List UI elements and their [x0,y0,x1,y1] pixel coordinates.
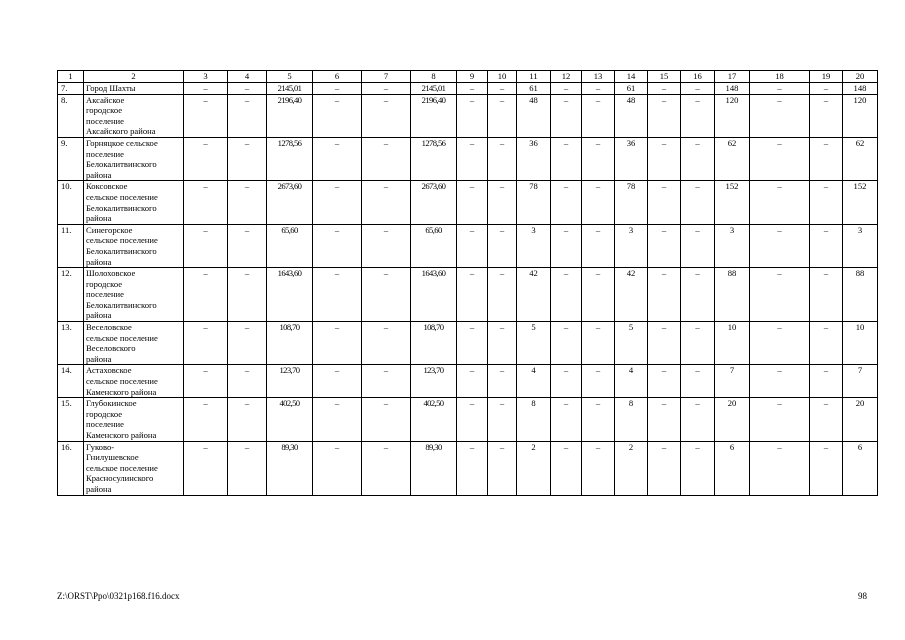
table-cell: 48 [517,94,551,137]
table-cell: – [488,94,517,137]
table-cell: 148 [715,83,750,95]
table-row [58,83,878,95]
settlement-name-line: городское [86,408,123,419]
table-cell: – [313,94,362,137]
table-cell: 61 [615,83,648,95]
table-cell: – [457,441,488,495]
table-cell: – [551,137,582,180]
column-header: 12 [551,71,582,83]
table-cell: – [228,181,267,224]
settlement-name [84,365,184,398]
table-cell: 3 [615,224,648,267]
table-cell: 1278,56 [267,137,313,180]
table-cell: 5 [517,322,551,365]
table-cell: – [648,181,681,224]
table-cell: – [184,398,228,441]
settlement-name-line: района [86,483,112,494]
table-cell: 4 [517,365,551,398]
settlement-name-line: Глубокинское [86,398,137,409]
column-header: 17 [715,71,750,83]
column-header: 2 [84,71,184,83]
table-cell: 10 [715,322,750,365]
table-cell: 7 [715,365,750,398]
table-cell: – [228,398,267,441]
table-cell: – [362,83,411,95]
table-cell: 402,50 [411,398,457,441]
table-cell: 152 [715,181,750,224]
table-cell: – [184,83,228,95]
table-cell: – [582,322,615,365]
table-cell: 123,70 [411,365,457,398]
table-cell: 108,70 [411,322,457,365]
table-cell: – [750,83,810,95]
row-number: 10. [58,181,84,224]
table-row [58,181,878,224]
table-cell: – [228,322,267,365]
table-cell: – [488,398,517,441]
table-cell: 2145,01 [411,83,457,95]
table-cell: 78 [517,181,551,224]
table-cell: – [362,94,411,137]
settlement-name [84,83,184,95]
table-cell: – [313,398,362,441]
table-row [58,137,878,180]
row-number: 13. [58,322,84,365]
table-cell: – [681,94,715,137]
table-cell: – [457,181,488,224]
table-cell: – [488,365,517,398]
column-header: 6 [313,71,362,83]
settlement-name-line: Белокалитвинского [86,245,157,256]
table-cell: 10 [843,322,878,365]
table-row [58,268,878,322]
table-row [58,322,878,365]
table-cell: – [457,365,488,398]
table-cell: 402,50 [267,398,313,441]
table-cell: – [582,137,615,180]
table-cell: – [313,441,362,495]
table-cell: – [488,441,517,495]
table-cell: – [362,322,411,365]
row-number: 11. [58,224,84,267]
table-cell: – [810,365,843,398]
settlement-name-line: района [86,310,112,321]
table-cell: – [184,94,228,137]
table-cell: 2196,40 [267,94,313,137]
column-header: 1 [58,71,84,83]
table-cell: – [184,441,228,495]
table-cell: – [582,268,615,322]
table-cell: – [648,322,681,365]
settlement-name-line: Аксайское [86,94,125,105]
settlement-name-line: сельское поселение [86,235,158,246]
table-cell: – [228,94,267,137]
column-header: 13 [582,71,615,83]
settlement-name [84,441,184,495]
table-cell: – [648,365,681,398]
table-row [58,365,878,398]
table-cell: – [362,441,411,495]
table-cell: – [681,441,715,495]
table-cell: – [750,441,810,495]
table-cell: – [648,83,681,95]
table-row [58,224,878,267]
table-cell: 6 [843,441,878,495]
table-row [58,94,878,137]
settlement-name-line: Аксайского района [86,126,156,137]
table-cell: 7 [843,365,878,398]
table-cell: – [551,94,582,137]
table-cell: – [551,322,582,365]
table-cell: – [457,224,488,267]
table-cell: 88 [843,268,878,322]
table-cell: – [551,224,582,267]
table-cell: – [648,268,681,322]
table-cell: 1643,60 [267,268,313,322]
table-cell: – [582,224,615,267]
table-cell: – [228,268,267,322]
settlement-name-line: Веселовское [86,322,132,333]
table-cell: 65,60 [411,224,457,267]
table-header [58,71,878,83]
row-number: 14. [58,365,84,398]
table-cell: – [313,181,362,224]
settlement-name-line: Шолоховское [86,268,136,279]
table-cell: – [551,268,582,322]
settlement-name-line: сельское поселение [86,376,158,387]
table-cell: – [184,365,228,398]
column-header: 4 [228,71,267,83]
table-cell: – [362,398,411,441]
table-cell: 2196,40 [411,94,457,137]
settlement-name-line: Белокалитвинского [86,202,157,213]
table-cell: – [457,322,488,365]
table-cell: – [750,322,810,365]
table-row [58,398,878,441]
page-number: 98 [858,591,867,601]
settlement-name [84,398,184,441]
column-header: 19 [810,71,843,83]
settlement-name-line: Синегорское [86,224,133,235]
table-cell: – [184,224,228,267]
table-cell: 62 [715,137,750,180]
table-cell: – [457,137,488,180]
table-cell: – [648,224,681,267]
table-cell: 20 [715,398,750,441]
table-cell: – [681,83,715,95]
table-cell: – [681,398,715,441]
settlement-name-line: городское [86,105,123,116]
table-cell: – [551,365,582,398]
settlement-name-line: района [86,353,112,364]
table-cell: 61 [517,83,551,95]
table-cell: – [681,224,715,267]
settlement-name-line: сельское поселение [86,332,158,343]
column-header: 18 [750,71,810,83]
table-cell: – [551,181,582,224]
table-cell: – [228,365,267,398]
table-cell: – [750,94,810,137]
table-cell: – [362,224,411,267]
table-cell: 48 [615,94,648,137]
table-cell: – [228,137,267,180]
table-cell: – [582,181,615,224]
table-cell: – [750,181,810,224]
table-cell: – [681,268,715,322]
table-cell: 2145,01 [267,83,313,95]
table-cell: 89,30 [267,441,313,495]
settlement-name-line: Каменского района [86,430,157,440]
table-cell: 3 [843,224,878,267]
table-cell: – [362,181,411,224]
settlement-name [84,322,184,365]
settlement-name-line: поселение [86,419,124,430]
table-cell: 3 [715,224,750,267]
table-cell: – [681,322,715,365]
settlement-name [84,224,184,267]
table-cell: – [313,137,362,180]
column-header: 3 [184,71,228,83]
table-cell: 8 [615,398,648,441]
table-cell: 2673,60 [267,181,313,224]
table-cell: – [648,398,681,441]
table-cell: – [648,441,681,495]
table-cell: – [648,137,681,180]
column-header: 7 [362,71,411,83]
settlement-name-line: Горняцкое сельское [86,137,158,148]
table-cell: – [551,441,582,495]
table-cell: – [582,398,615,441]
table-cell: – [228,83,267,95]
table-cell: – [810,322,843,365]
table-cell: – [810,94,843,137]
settlement-name-line: сельское поселение [86,191,158,202]
settlement-name-line: Город Шахты [86,83,136,93]
table-cell: 152 [843,181,878,224]
table-cell: 42 [517,268,551,322]
table-cell: – [488,83,517,95]
table-cell: 108,70 [267,322,313,365]
row-number: 15. [58,398,84,441]
table-cell: – [488,224,517,267]
table-cell: – [810,268,843,322]
table-cell: 4 [615,365,648,398]
settlement-name [84,94,184,137]
table-cell: – [228,441,267,495]
table-cell: – [457,398,488,441]
table-cell: 8 [517,398,551,441]
table-cell: – [488,268,517,322]
table-cell: – [750,365,810,398]
table-cell: – [313,322,362,365]
table-cell: – [313,83,362,95]
table-cell: – [810,441,843,495]
row-number: 16. [58,441,84,495]
table-cell: 2 [517,441,551,495]
settlement-name-line: городское [86,278,123,289]
table-cell: – [362,268,411,322]
table-row [58,441,878,495]
settlement-name-line: Гнилушевское [86,452,139,463]
settlement-name-line: Красносулинского [86,473,154,484]
column-header: 16 [681,71,715,83]
column-header: 11 [517,71,551,83]
data-table [57,70,878,496]
table-cell: – [362,137,411,180]
table-body [58,83,878,496]
column-header: 10 [488,71,517,83]
settlement-name-line: Белокалитвинского [86,159,157,170]
table-cell: – [362,365,411,398]
settlement-name-line: Астаховское [86,365,132,376]
settlement-name-line: Коксовское [86,181,128,192]
table-cell: 2673,60 [411,181,457,224]
table-cell: – [750,268,810,322]
table-cell: 120 [843,94,878,137]
table-cell: – [184,322,228,365]
settlement-name-line: поселение [86,289,124,300]
settlement-name-line: Белокалитвинского [86,299,157,310]
table-cell: – [582,83,615,95]
table-cell: 2 [615,441,648,495]
table-cell: – [681,181,715,224]
settlement-name-line: сельское поселение [86,462,158,473]
table-cell: 36 [615,137,648,180]
row-number: 8. [58,94,84,137]
table-cell: 36 [517,137,551,180]
table-cell: 148 [843,83,878,95]
table-cell: 1278,56 [411,137,457,180]
table-cell: – [457,94,488,137]
settlement-name-line: района [86,256,112,267]
table-cell: 123,70 [267,365,313,398]
table-cell: – [810,137,843,180]
table-cell: – [488,322,517,365]
settlement-name-line: района [86,213,112,224]
table-cell: – [810,398,843,441]
table-cell: 88 [715,268,750,322]
table-cell: – [810,181,843,224]
settlement-name-line: Каменского района [86,386,157,397]
settlement-name-line: поселение [86,115,124,126]
table-cell: – [228,224,267,267]
table-cell: – [313,365,362,398]
settlement-name [84,137,184,180]
settlement-name-line: района [86,169,112,180]
table-cell: – [582,365,615,398]
table-cell: – [488,137,517,180]
table-cell: 65,60 [267,224,313,267]
table-cell: 6 [715,441,750,495]
column-header: 8 [411,71,457,83]
settlement-name-line: поселение [86,148,124,159]
table-cell: – [457,268,488,322]
column-header: 15 [648,71,681,83]
settlement-name [84,181,184,224]
table-cell: – [681,137,715,180]
table-cell: – [184,268,228,322]
row-number: 9. [58,137,84,180]
table-cell: – [582,94,615,137]
table-cell: – [551,83,582,95]
table-cell: – [488,181,517,224]
table-cell: – [184,181,228,224]
table-cell: – [551,398,582,441]
table-cell: 1643,60 [411,268,457,322]
row-number: 7. [58,83,84,95]
column-header: 14 [615,71,648,83]
footer-file-path: Z:\ORST\Ppo\0321p168.f16.docx [57,591,180,601]
table-cell: – [750,224,810,267]
table-cell: – [457,83,488,95]
table-cell: – [313,268,362,322]
settlement-name-line: Веселовского [86,343,136,354]
table-cell: 3 [517,224,551,267]
table-cell: 20 [843,398,878,441]
column-header: 20 [843,71,878,83]
table-cell: – [184,137,228,180]
table-cell: 78 [615,181,648,224]
table-cell: 120 [715,94,750,137]
header-row [58,71,878,83]
table-cell: – [313,224,362,267]
column-header: 5 [267,71,313,83]
table-cell: 89,30 [411,441,457,495]
table-cell: – [648,94,681,137]
table-cell: 42 [615,268,648,322]
table-cell: – [582,441,615,495]
table-cell: – [750,398,810,441]
table-cell: – [750,137,810,180]
settlement-name-line: Гуково- [86,441,115,452]
table-cell: – [810,83,843,95]
table-cell: 5 [615,322,648,365]
table-cell: – [810,224,843,267]
column-header: 9 [457,71,488,83]
table-cell: – [681,365,715,398]
settlement-name [84,268,184,322]
table-cell: 62 [843,137,878,180]
row-number: 12. [58,268,84,322]
